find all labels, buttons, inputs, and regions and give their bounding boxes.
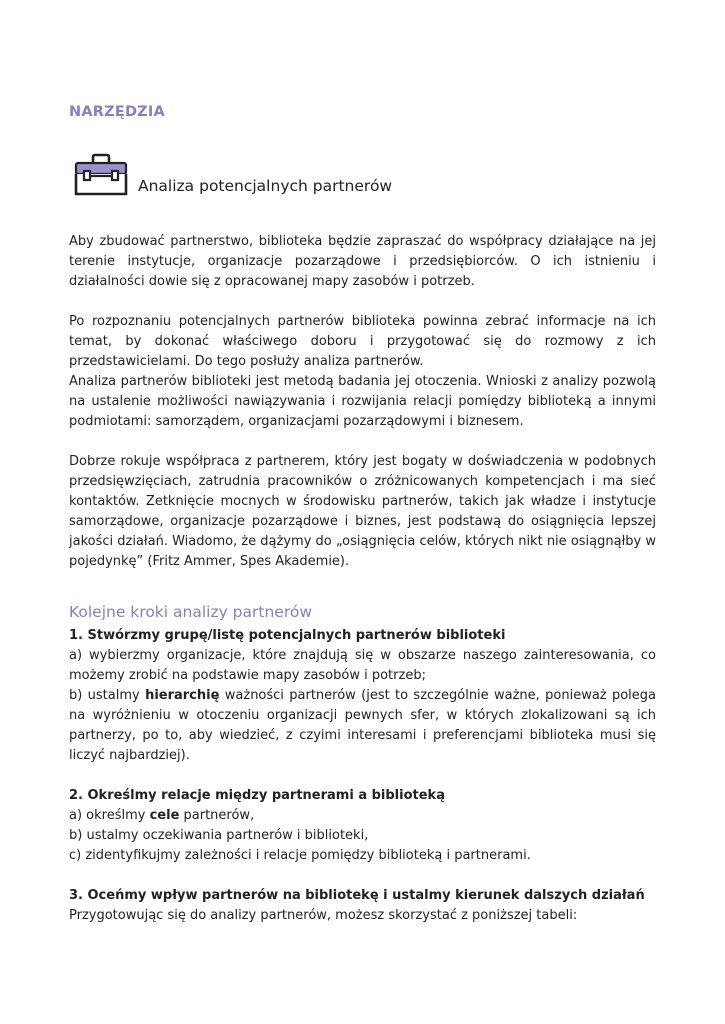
intro-paragraph-3 — [69, 452, 656, 572]
paragraph-text: Po rozpoznaniu potencjalnych partnerów biblioteka powinna zebrać informacje na ich temat, by dokonać właściwego doboru i przygotować się do rozmowy z ich przedstawicielami. Do tego posłuży analiza partnerów. — [69, 314, 656, 369]
paragraph-text: Aby zbudować partnerstwo, biblioteka będzie zapraszać do współpracy działające na jej terenie instytucje, organizacje pozarządowe i przedsiębiorców. O ich istnieniu i działalności dowie się z opracowanej mapy zasobów i potrzeb. — [69, 234, 656, 289]
paragraph-text: Dobrze rokuje współpraca z partnerem, który jest bogaty w doświadczenia w podobnych przedsięwzięciach, zatrudnia pracowników o zróżnicowanych kompetencjach i ma sieć kontaktów. Zetknięcie mocnych w środowisku partnerów, takich jak władze i instytucje samorządowe, organizacje pozarządowe i biznes, jest podstawą do osiągnięcia lepszej jakości działań. Wiadomo, że dążymy do „osiągnięcia celów, których nikt nie osiągnąłby w pojedynkę” (Fritz Ammer, Spes Akademie). — [69, 454, 656, 569]
step-2-item-b: b) ustalmy oczekiwania partnerów i biblioteki, — [69, 828, 369, 843]
item-text: a) określmy — [69, 808, 150, 823]
steps-heading: Kolejne kroki analizy partnerów — [69, 603, 313, 621]
steps-list — [69, 626, 656, 926]
paragraph-text: Analiza partnerów biblioteki jest metodą badania jej otoczenia. Wnioski z analizy pozwolą na ustalenie możliwości nawiązywania i rozwijania relacji pomiędzy biblioteką a innymi podmiotami: samorządem, organizacjami pozarządowymi i biznesem. — [69, 374, 656, 429]
section-label: NARZĘDZIA — [69, 104, 165, 120]
step-1-item-a: a) wybierzmy organizacje, które znajdują się w obszarze naszego zainteresowania, co możemy zrobić na podstawie mapy zasobów i potrzeb; — [69, 648, 656, 683]
intro-paragraph-2 — [69, 312, 656, 432]
emphasis: hierarchię — [145, 688, 220, 703]
step-2-item-c: c) zidentyfikujmy zależności i relacje pomiędzy biblioteką i partnerami. — [69, 848, 531, 863]
emphasis: cele — [149, 808, 180, 823]
step-3-title: 3. Oceńmy wpływ partnerów na bibliotekę i ustalmy kierunek dalszych działań — [69, 888, 645, 903]
tool-title: Analiza potencjalnych partnerów — [138, 177, 393, 195]
toolbox-icon — [74, 153, 128, 197]
step-2-title: 2. Określmy relacje między partnerami a biblioteką — [69, 788, 445, 803]
step-1-item-b — [69, 686, 656, 766]
item-text: ważności partnerów (jest to szczególnie ważne, ponieważ polega na wyróżnieniu w otoczeniu organizacji pewnych sfer, w których zlokalizowani są ich partnerzy, po to, aby wiedzieć, z czyimi interesami i preferencjami biblioteka musi się liczyć najbardziej). — [69, 688, 656, 763]
item-text: b) ustalmy — [69, 688, 146, 703]
step-2-item-a — [69, 806, 656, 826]
item-text: partnerów, — [179, 808, 255, 823]
step-1-title: 1. Stwórzmy grupę/listę potencjalnych partnerów biblioteki — [69, 628, 506, 643]
step-3-text: Przygotowując się do analizy partnerów, możesz skorzystać z poniższej tabeli: — [69, 908, 578, 923]
intro-paragraph-1 — [69, 232, 656, 292]
